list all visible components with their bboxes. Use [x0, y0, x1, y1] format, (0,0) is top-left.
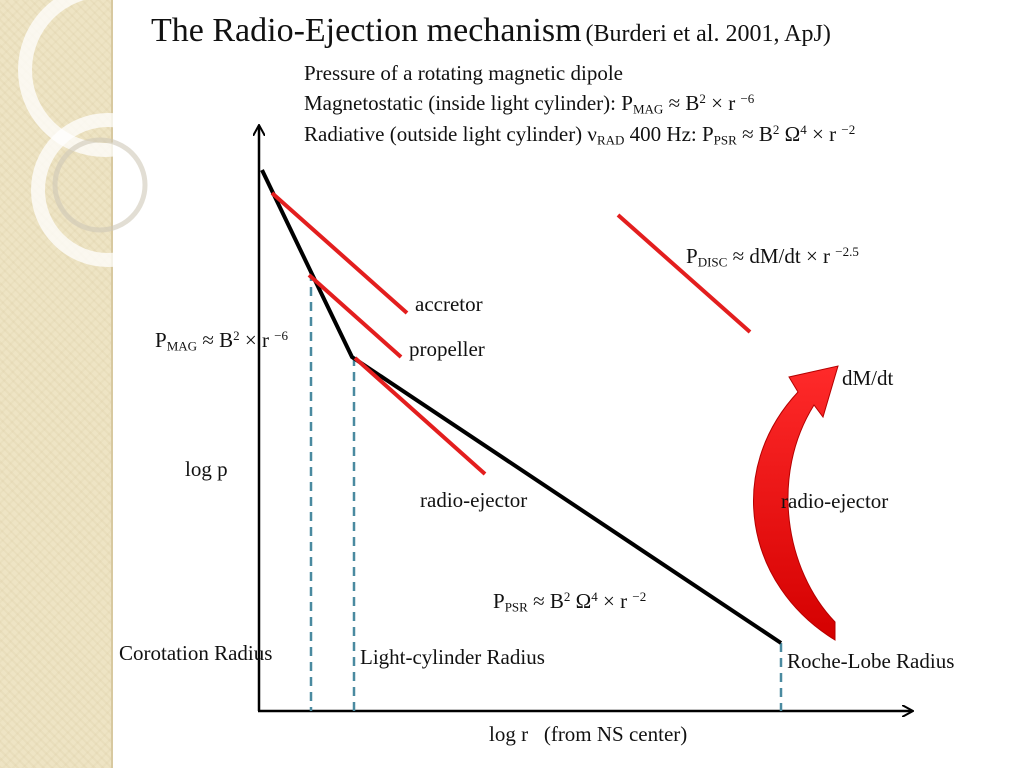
title-reference: (Burderi et al. 2001, ApJ): [585, 21, 831, 47]
header-line-3-mid3: Ω: [779, 122, 801, 146]
dmdt-label: dM/dt: [842, 366, 894, 390]
pressure-curve: [262, 170, 781, 643]
header-line-3-mid2: ≈ B: [736, 122, 773, 146]
pdisc-line: [618, 215, 750, 332]
slide-title: [151, 12, 831, 50]
header-line-3-mid: 400 Hz: P: [624, 122, 714, 146]
header-line-3-sub1: RAD: [596, 132, 625, 148]
pdisc-p: P: [686, 244, 698, 268]
pmag-mid: ≈ B: [197, 328, 234, 352]
ppsr-mid3: × r: [597, 589, 633, 613]
pdisc-sup: −2.5: [835, 243, 859, 259]
accretor-disc-line: [272, 193, 407, 313]
header-line-3-text: Radiative (outside light cylinder) ν: [304, 122, 597, 146]
pdisc-sub: DISC: [697, 254, 728, 270]
pmag-p: P: [155, 328, 167, 352]
y-axis-label: log p: [185, 457, 228, 481]
propeller-label: propeller: [409, 337, 485, 361]
ppsr-mid2: Ω: [570, 589, 592, 613]
pmag-sup1: 2: [233, 327, 240, 343]
header-line-3-sub2: PSR: [713, 132, 737, 148]
ppsr-sub: PSR: [504, 599, 528, 615]
radio-ejector-disc-line: [355, 358, 485, 474]
header-line-1: Pressure of a rotating magnetic dipole: [304, 61, 623, 85]
x-axis-label: log r (from NS center): [489, 722, 688, 746]
ppsr-p: P: [493, 589, 505, 613]
pdisc-formula: [686, 244, 859, 269]
header-line-3-sup1: 2: [772, 121, 780, 137]
corotation-radius-label: Corotation Radius: [119, 641, 273, 665]
propeller-disc-line: [309, 275, 401, 357]
pmag-mid2: × r: [239, 328, 275, 352]
title-main: The Radio-Ejection mechanism: [151, 12, 582, 49]
accretor-label: accretor: [415, 292, 483, 316]
header-line-2-mid: ≈ B: [663, 91, 700, 115]
light-cylinder-radius-label: Light-cylinder Radius: [360, 645, 545, 669]
pmag-formula: [155, 328, 288, 353]
header-line-3: [304, 122, 855, 147]
pmag-sup2: −6: [274, 327, 289, 343]
ppsr-sup3: −2: [632, 588, 647, 604]
ppsr-sup1: 2: [563, 588, 571, 604]
ppsr-formula: [493, 589, 646, 614]
pdisc-mid: ≈ dM/dt × r: [727, 244, 836, 268]
pmag-sub: MAG: [166, 338, 198, 354]
header-line-2-sup2: −6: [740, 90, 755, 106]
header-line-2-text: Magnetostatic (inside light cylinder): P: [304, 91, 633, 115]
radio-ejector-label-right: radio-ejector: [781, 489, 889, 513]
header-line-3-mid4: × r: [806, 122, 842, 146]
header-line-2: [304, 91, 754, 116]
roche-lobe-radius-label: Roche-Lobe Radius: [787, 649, 955, 673]
ppsr-sup2: 4: [591, 588, 598, 604]
header-line-2-mid2: × r: [705, 91, 741, 115]
header-line-3-sup3: −2: [841, 121, 856, 137]
radio-ejector-label-left: radio-ejector: [420, 488, 528, 512]
header-line-3-sup2: 4: [800, 121, 807, 137]
header-line-2-sup1: 2: [699, 90, 706, 106]
ppsr-mid: ≈ B: [527, 589, 564, 613]
header-line-2-sub: MAG: [632, 101, 664, 117]
